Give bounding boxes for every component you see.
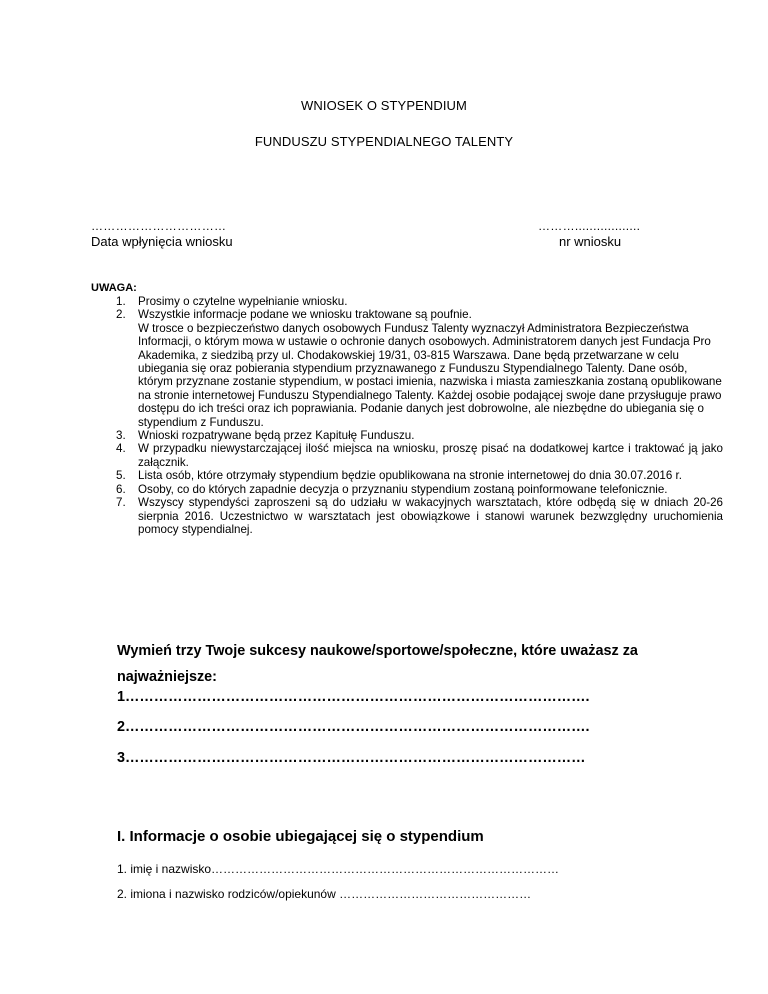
- notice-item: [138, 496, 723, 536]
- application-number-label: nr wniosku: [559, 234, 622, 249]
- fund-name: FUNDUSZU STYPENDIALNEGO TALENTY: [254, 134, 514, 149]
- notice-list: [91, 295, 723, 536]
- notice-item: [138, 308, 723, 429]
- notice-item-text: Wszyscy stypendyści zaproszeni są do udziału w wakacyjnych warsztatach, które odbędą się w dniach 20-26 sierpnia 2016. Uczestnictwo w warsztatach jest obowiązkowe i stanowi warunek bezwzględny uruchomienia pomocy stypendialnej.: [138, 496, 723, 536]
- data-protection-paragraph: W trosce o bezpieczeństwo danych osobowych Fundusz Talenty wyznaczył Administratora Bezpieczeństwa Informacji, o którym mowa w ustawie o ochronie danych osobowych. Administratorem danych jest Fundacja Pro Akademika, z siedzibą przy ul. Chodakowskiej 19/31, 03-815 Warszawa. Dane będą przetwarzane w celu ubiegania się oraz pobierania stypendium przyznawanego z Funduszu Stypendialnego Talenty. Dane osób, którym przyznane zostanie stypendium, w postaci imienia, nazwiska i miasta zamieszkania zostaną opublikowane na stronie internetowej Funduszu Stypendialnego Talenty. Każdej osobie podającej swoje dane przysługuje prawo dostępu do ich treści oraz ich poprawiania. Podanie danych jest dobrowolne, ale niezbędne do ubiegania się o stypendium z Funduszu.: [138, 321, 722, 429]
- notice-item-text: Prosimy o czytelne wypełnianie wniosku.: [138, 295, 348, 308]
- success-answer-line-2[interactable]: 2…………………………………………………………………………………….: [117, 719, 590, 735]
- notice-item: [138, 429, 723, 442]
- notice-item: [138, 295, 723, 308]
- parents-names-field-line[interactable]: 2. imiona i nazwisko rodziców/opiekunów …………………………………………: [117, 887, 532, 901]
- section-1-heading: I. Informacje o osobie ubiegającej się o stypendium: [117, 828, 484, 845]
- notice-heading: UWAGA:: [91, 282, 137, 294]
- notice-item-text: W przypadku niewystarczającej ilość miejsca na wniosku, proszę pisać na dodatkowej kartce i traktować ją jako załącznik.: [138, 442, 723, 469]
- success-answer-line-3[interactable]: 3……………………………………………………………………………………: [117, 750, 586, 766]
- notice-item-text: Osoby, co do których zapadnie decyzja o przyznaniu stypendium zostaną poinformowane telefonicznie.: [138, 482, 668, 496]
- name-field-line[interactable]: 1. imię i nazwisko……………………………………………………………………………: [117, 862, 560, 876]
- success-answer-line-1[interactable]: 1…………………………………………………………………………………….: [117, 689, 590, 705]
- submission-date-dots: ……………………………: [91, 219, 227, 233]
- form-title: WNIOSEK O STYPENDIUM: [301, 98, 467, 113]
- notice-item-text: Wnioski rozpatrywane będą przez Kapitułę Funduszu.: [138, 429, 415, 443]
- notice-item-text: Lista osób, które otrzymały stypendium będzie opublikowana na stronie internetowej do dnia 30.07.2016 r.: [138, 469, 682, 483]
- notice-item: [138, 442, 723, 469]
- notice-item: [138, 483, 723, 496]
- successes-question: Wymień trzy Twoje sukcesy naukowe/sportowe/społeczne, które uważasz za najważniejsze:: [117, 643, 638, 685]
- notice-item: [138, 469, 723, 482]
- application-number-dots: ………..................: [538, 219, 641, 233]
- submission-date-label: Data wpłynięcia wniosku: [91, 234, 233, 249]
- notice-item-text: Wszystkie informacje podane we wniosku traktowane są poufnie.: [138, 308, 472, 322]
